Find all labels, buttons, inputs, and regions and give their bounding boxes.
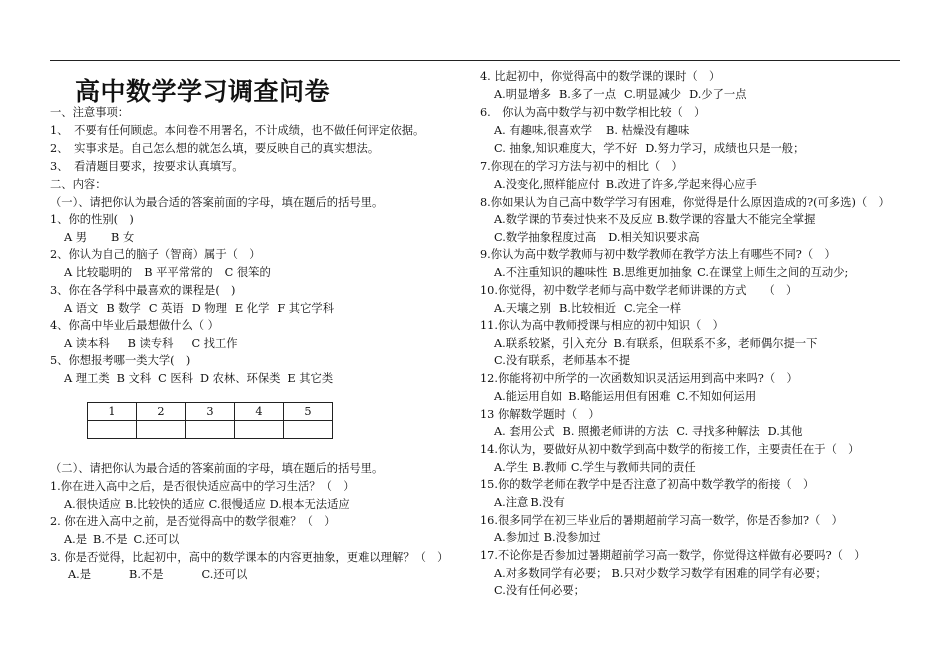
answer-options bbox=[494, 584, 585, 598]
option: C 很笨的 bbox=[224, 266, 271, 279]
option: A.天壤之别 bbox=[494, 302, 551, 315]
answer-cell[interactable] bbox=[137, 421, 186, 439]
option: B. 枯燥没有趣味 bbox=[606, 124, 690, 137]
option: D.相关知识要求高 bbox=[608, 231, 700, 244]
answer-cell[interactable] bbox=[235, 421, 284, 439]
option: A.不注重知识的趣味性 bbox=[494, 266, 608, 279]
question: 2、你认为自己的脑子（智商）属于（ ） bbox=[50, 248, 261, 261]
question: 14.你认为，要做好从初中数学到高中数学的衔接工作，主要责任在于（ ） bbox=[480, 443, 860, 456]
option: A.能运用自如 bbox=[494, 390, 563, 403]
page-title: 高中数学学习调查问卷 bbox=[75, 77, 331, 106]
note-1: 1、 不要有任何顾虑。本问卷不用署名，不计成绩，也不做任何评定依据。 bbox=[50, 124, 425, 137]
option: B.比较相近 bbox=[558, 302, 617, 315]
option: C.不知如何运用 bbox=[676, 390, 757, 403]
option: D.根本无法适应 bbox=[269, 498, 350, 511]
answer-options bbox=[64, 302, 334, 316]
answer-cell[interactable] bbox=[186, 421, 235, 439]
table-answer-row bbox=[88, 421, 333, 439]
option: A.参加过 bbox=[494, 531, 540, 544]
table-header-cell: 3 bbox=[186, 403, 235, 421]
question: 4. 比起初中，你觉得高中的数学课的课时（ ） bbox=[480, 70, 721, 83]
answer-options bbox=[494, 354, 630, 368]
option: A 比较聪明的 bbox=[64, 266, 133, 279]
option: B.教师 bbox=[532, 461, 567, 474]
answer-options bbox=[494, 302, 681, 316]
option: B.多了一点 bbox=[558, 88, 617, 101]
question: 3、你在各学科中最喜欢的课程是( ) bbox=[50, 284, 236, 297]
question: 15.你的数学老师在教学中是否注意了初高中数学教学的衔接（ ） bbox=[480, 478, 815, 491]
option: D 物理 bbox=[191, 302, 227, 315]
answer-options bbox=[64, 372, 333, 386]
question: 16.很多同学在初三毕业后的暑期超前学习高一数学，你是否参加?（ ） bbox=[480, 514, 843, 527]
top-rule bbox=[50, 60, 900, 61]
option: C.还可以 bbox=[201, 568, 248, 581]
option: C.没有任何必要； bbox=[494, 584, 585, 597]
option: A.是 bbox=[68, 568, 92, 581]
answer-options bbox=[494, 142, 804, 156]
option: D.努力学习，成绩也只是一般； bbox=[645, 142, 805, 155]
option: B.不是 bbox=[93, 533, 128, 546]
part1-instruction: （一）、请把你认为最合适的答案前面的字母，填在题后的括号里。 bbox=[50, 196, 384, 209]
question: 4、你高中毕业后最想做什么（ ） bbox=[50, 319, 219, 332]
table-header-cell: 2 bbox=[137, 403, 186, 421]
option: B. 照搬老师讲的方法 bbox=[562, 425, 669, 438]
option: C.完全一样 bbox=[624, 302, 682, 315]
option: C 英语 bbox=[148, 302, 184, 315]
question: 2. 你在进入高中之前，是否觉得高中的数学很难？（ ） bbox=[50, 515, 336, 528]
option: B.不是 bbox=[129, 568, 164, 581]
option: B.没有 bbox=[530, 496, 565, 509]
answer-options bbox=[68, 568, 247, 582]
option: E 化学 bbox=[234, 302, 270, 315]
question: 3. 你是否觉得，比起初中，高中的数学课本的内容更抽象，更难以理解？（ ） bbox=[50, 551, 449, 564]
option: C.没有联系，老师基本不提 bbox=[494, 354, 631, 367]
question: 12.你能将初中所学的一次函数知识灵活运用到高中来吗?（ ） bbox=[480, 372, 798, 385]
answer-options bbox=[64, 337, 238, 351]
option: C.在课堂上师生之间的互动少; bbox=[697, 266, 849, 279]
answer-options bbox=[494, 213, 815, 227]
option: C.数学抽象程度过高 bbox=[494, 231, 597, 244]
question: 7.你现在的学习方法与初中的相比（ ） bbox=[480, 160, 683, 173]
option: A.数学课的节奏过快来不及反应 bbox=[494, 213, 653, 226]
answer-options bbox=[494, 88, 747, 102]
option: B 读专科 bbox=[127, 337, 174, 350]
answer-options bbox=[494, 531, 601, 545]
option: A 语文 bbox=[64, 302, 99, 315]
option: D 农林、环保类 bbox=[199, 372, 281, 385]
question: 5、你想报考哪一类大学( ) bbox=[50, 354, 191, 367]
option: A.明显增多 bbox=[494, 88, 551, 101]
option: A.是 bbox=[64, 533, 88, 546]
answer-options bbox=[64, 533, 179, 547]
option: C.很慢适应 bbox=[208, 498, 266, 511]
option: B 女 bbox=[111, 231, 135, 244]
answer-options bbox=[494, 496, 565, 510]
question: 1、你的性别( ) bbox=[50, 213, 134, 226]
table-header-cell: 1 bbox=[88, 403, 137, 421]
answer-options bbox=[494, 231, 700, 245]
answer-cell[interactable] bbox=[88, 421, 137, 439]
option: A. 有趣味,很喜欢学 bbox=[494, 124, 593, 137]
question: 17.不论你是否参加过暑期超前学习高一数学，你觉得这样做有必要吗?（ ） bbox=[480, 549, 866, 562]
question: 13 你解数学题时（ ） bbox=[480, 408, 600, 421]
option: A.注意 bbox=[494, 496, 529, 509]
option: B.略能运用但有困难 bbox=[568, 390, 671, 403]
option: A.学生 bbox=[494, 461, 529, 474]
answer-options bbox=[64, 266, 271, 280]
option: C 找工作 bbox=[191, 337, 238, 350]
option: B.比较快的适应 bbox=[124, 498, 205, 511]
option: B.有联系，但联系不多，老师偶尔提一下 bbox=[613, 337, 818, 350]
option: C. 寻找多种解法 bbox=[676, 425, 760, 438]
option: A.联系较紧，引入充分 bbox=[494, 337, 608, 350]
question: 10.你觉得，初中数学老师与高中数学老师讲课的方式 （ ） bbox=[480, 284, 798, 297]
option: C.明显减少 bbox=[624, 88, 682, 101]
option: A.很快适应 bbox=[64, 498, 121, 511]
table-header-cell: 5 bbox=[284, 403, 333, 421]
option: A.对多数同学有必要； bbox=[494, 567, 608, 580]
answer-options bbox=[494, 124, 689, 138]
notes-heading: 一、注意事项： bbox=[50, 106, 130, 119]
question: 9.你认为高中数学教师与初中数学教师在教学方法上有哪些不同?（ ） bbox=[480, 248, 836, 261]
option: E 其它类 bbox=[287, 372, 334, 385]
answer-options bbox=[494, 266, 848, 280]
answer-options bbox=[494, 567, 827, 581]
answer-options bbox=[494, 178, 757, 192]
option: C.学生与教师共同的责任 bbox=[570, 461, 696, 474]
part2-instruction: （二）、请把你认为最合适的答案前面的字母，填在题后的括号里。 bbox=[50, 462, 384, 475]
content-heading: 二、内容： bbox=[50, 178, 107, 191]
option: B.思维更加抽象 bbox=[612, 266, 693, 279]
question: 8.你如果认为自己高中数学学习有困难，你觉得是什么原因造成的?(可多选)（ ） bbox=[480, 196, 890, 209]
option: B.改进了许多,学起来得心应手 bbox=[605, 178, 757, 191]
answer-options bbox=[64, 231, 134, 245]
option: B.没参加过 bbox=[543, 531, 601, 544]
option: B 文科 bbox=[116, 372, 152, 385]
table-header-row bbox=[88, 403, 333, 421]
question: 6. 你认为高中数学与初中数学相比较（ ） bbox=[480, 106, 706, 119]
option: D.其他 bbox=[767, 425, 803, 438]
option: B 数学 bbox=[106, 302, 141, 315]
answer-options bbox=[494, 461, 696, 475]
option: A 读本科 bbox=[64, 337, 110, 350]
option: C 医科 bbox=[158, 372, 193, 385]
answer-options bbox=[64, 498, 350, 512]
option: B.只对少数学习数学有困难的同学有必要； bbox=[611, 567, 827, 580]
table-header-cell: 4 bbox=[235, 403, 284, 421]
option: A.没变化,照样能应付 bbox=[494, 178, 600, 191]
note-2: 2、 实事求是。自己怎么想的就怎么填，要反映自己的真实想法。 bbox=[50, 142, 380, 155]
answer-options bbox=[494, 390, 756, 404]
answer-cell[interactable] bbox=[284, 421, 333, 439]
option: C. 抽象,知识难度大，学不好 bbox=[494, 142, 638, 155]
answer-table bbox=[87, 402, 333, 439]
option: B.数学课的容量大不能完全掌握 bbox=[656, 213, 816, 226]
answer-options bbox=[494, 425, 802, 439]
answer-options bbox=[494, 337, 817, 351]
option: C.还可以 bbox=[133, 533, 180, 546]
note-3: 3、 看清题目要求，按要求认真填写。 bbox=[50, 160, 244, 173]
option: B 平平常常的 bbox=[144, 266, 213, 279]
option: F 其它学科 bbox=[277, 302, 334, 315]
option: D.少了一点 bbox=[689, 88, 747, 101]
option: A 理工类 bbox=[64, 372, 110, 385]
option: A 男 bbox=[64, 231, 88, 244]
question: 1.你在进入高中之后，是否很快适应高中的学习生活？（ ） bbox=[50, 480, 355, 493]
option: A. 套用公式 bbox=[494, 425, 555, 438]
question: 11.你认为高中教师授课与相应的初中知识（ ） bbox=[480, 319, 724, 332]
